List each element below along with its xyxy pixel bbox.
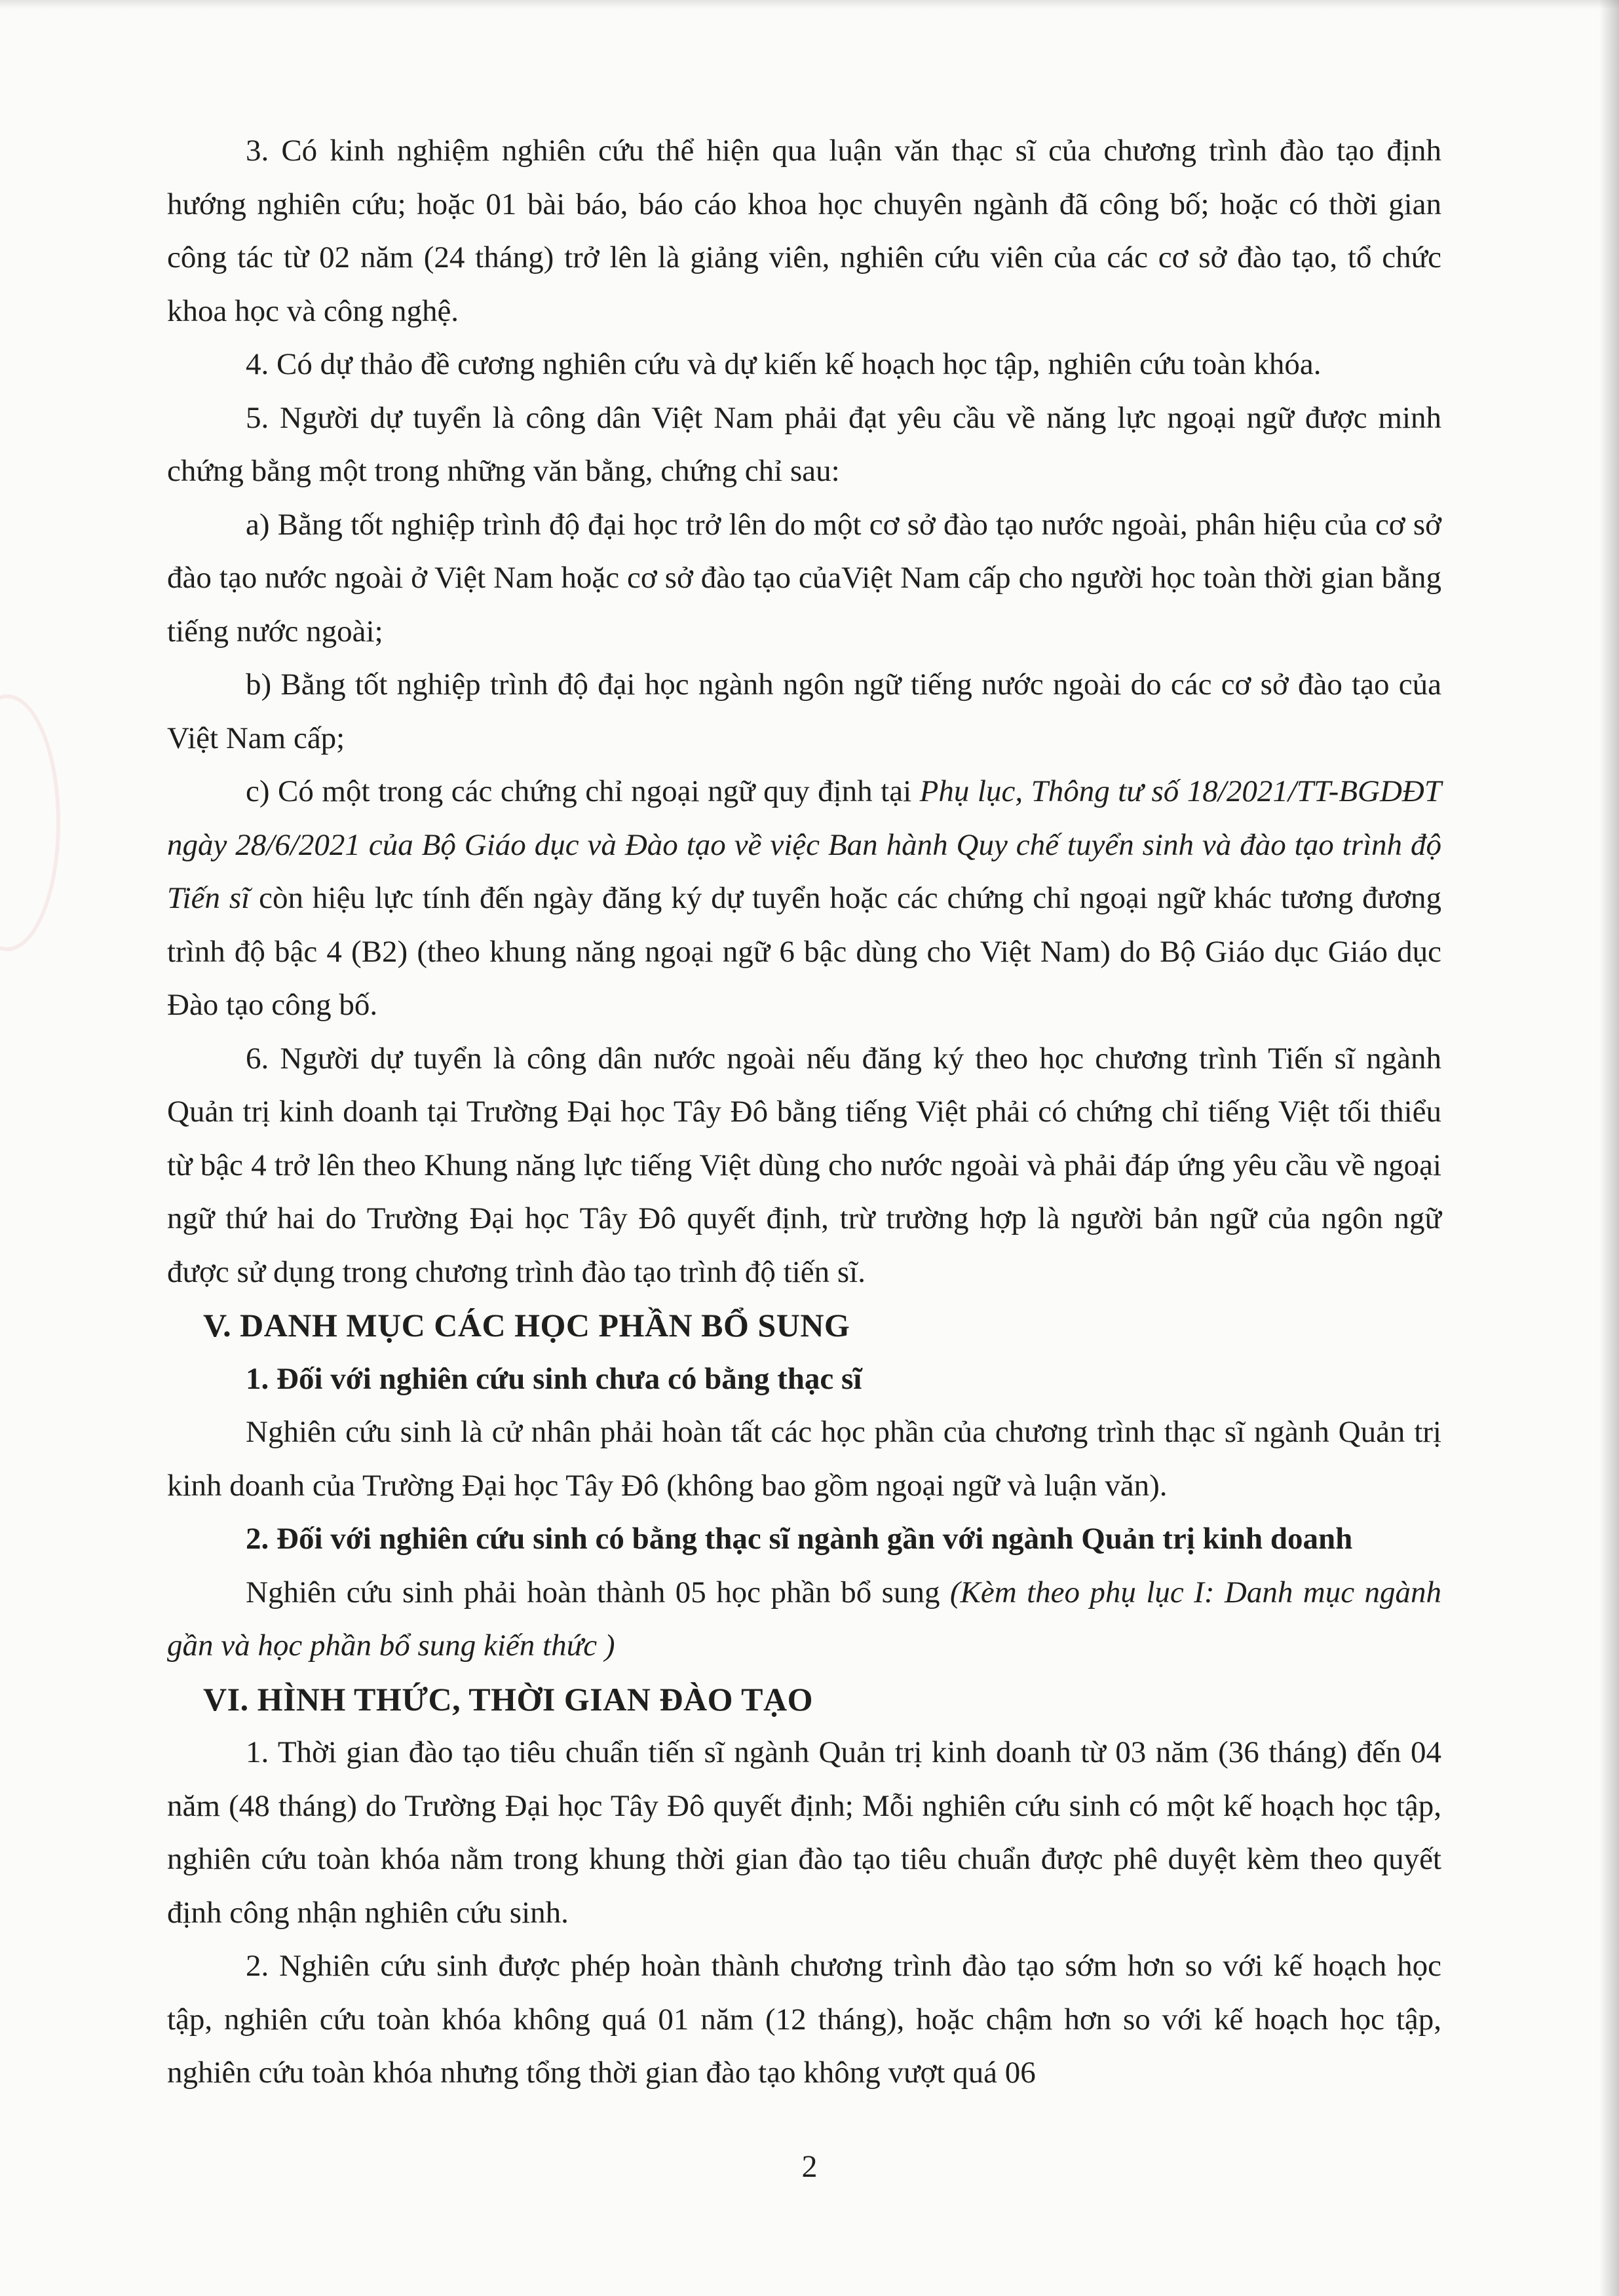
document-body xyxy=(167,124,1441,2100)
paragraph-5c-start: c) Có một trong các chứng chỉ ngoại ngữ quy định tại xyxy=(246,774,920,808)
paragraph-item-3: 3. Có kinh nghiệm nghiên cứu thể hiện qua luận văn thạc sĩ của chương trình đào tạo định hướng nghiên cứu; hoặc 01 bài báo, báo cáo khoa học chuyên ngành đã công bố; hoặc có thời gian công tác từ 02 năm (24 tháng) trở lên là giảng viên, nghiên cứu viên của các cơ sở đào tạo, tổ chức khoa học và công nghệ. xyxy=(167,134,1441,328)
paragraph-v-2-start: Nghiên cứu sinh phải hoàn thành 05 học phần bổ sung xyxy=(246,1575,950,1609)
page-number: 2 xyxy=(801,2149,818,2184)
faded-stamp-mark xyxy=(0,694,60,951)
appendix-reference: (Kèm theo phụ lục I: Danh mục ngành gần và học phần bổ sung kiến thức ) xyxy=(167,1575,1441,1663)
paragraph-5c-end: còn hiệu lực tính đến ngày đăng ký dự tuyển hoặc các chứng chỉ ngoại ngữ khác tương đương trình độ bậc 4 (B2) (theo khung năng ngoại ngữ 6 bậc dùng cho Việt Nam) do Bộ Giáo dục Giáo dục Đào tạo công bố. xyxy=(167,881,1441,1022)
subheading-v-1: 1. Đối với nghiên cứu sinh chưa có bằng thạc sĩ xyxy=(246,1361,862,1396)
paragraph-item-5a: a) Bằng tốt nghiệp trình độ đại học trở lên do một cơ sở đào tạo nước ngoài, phân hiệu của cơ sở đào tạo nước ngoài ở Việt Nam hoặc cơ sở đào tạo củaViệt Nam cấp cho người học toàn thời gian bằng tiếng nước ngoài; xyxy=(167,507,1441,649)
circular-reference: Phụ lục, Thông tư số 18/2021/TT-BGDĐT ngày 28/6/2021 của Bộ Giáo dục và Đào tạo về việc Ban hành Quy chế tuyển sinh và đào tạo trình độ Tiến sĩ xyxy=(167,774,1441,915)
subheading-v-2: 2. Đối với nghiên cứu sinh có bằng thạc sĩ ngành gần với ngành Quản trị kinh doanh xyxy=(246,1522,1353,1556)
paragraph-item-5: 5. Người dự tuyển là công dân Việt Nam phải đạt yêu cầu về năng lực ngoại ngữ được minh chứng bằng một trong những văn bằng, chứng chỉ sau: xyxy=(167,400,1441,488)
section-heading-vi: VI. HÌNH THỨC, THỜI GIAN ĐÀO TẠO xyxy=(203,1680,813,1718)
paragraph-item-5c xyxy=(167,765,1441,1032)
scan-shadow-top xyxy=(0,0,1619,9)
section-heading-v: V. DANH MỤC CÁC HỌC PHẦN BỔ SUNG xyxy=(203,1307,850,1344)
paragraph-item-6: 6. Người dự tuyển là công dân nước ngoài nếu đăng ký theo học chương trình Tiến sĩ ngành Quản trị kinh doanh tại Trường Đại học Tây Đô bằng tiếng Việt phải có chứng chỉ tiếng Việt tối thiểu từ bậc 4 trở lên theo Khung năng lực tiếng Việt dùng cho nước ngoài và phải đáp ứng yêu cầu về ngoại ngữ thứ hai do Trường Đại học Tây Đô quyết định, trừ trường hợp là người bản ngữ của ngôn ngữ được sử dụng trong chương trình đào tạo trình độ tiến sĩ. xyxy=(167,1041,1441,1289)
paragraph-v-2 xyxy=(167,1566,1441,1673)
paragraph-vi-1: 1. Thời gian đào tạo tiêu chuẩn tiến sĩ ngành Quản trị kinh doanh từ 03 năm (36 tháng) đến 04 năm (48 tháng) do Trường Đại học Tây Đô quyết định; Mỗi nghiên cứu sinh có một kế hoạch học tập, nghiên cứu toàn khóa nằm trong khung thời gian đào tạo tiêu chuẩn được phê duyệt kèm theo quyết định công nhận nghiên cứu sinh. xyxy=(167,1735,1441,1930)
paragraph-item-5b: b) Bằng tốt nghiệp trình độ đại học ngành ngôn ngữ tiếng nước ngoài do các cơ sở đào tạo của Việt Nam cấp; xyxy=(167,668,1441,755)
scan-shadow-right xyxy=(1599,0,1619,2296)
paragraph-vi-2: 2. Nghiên cứu sinh được phép hoàn thành chương trình đào tạo sớm hơn so với kế hoạch học tập, nghiên cứu toàn khóa không quá 01 năm (12 tháng), hoặc chậm hơn so với kế hoạch học tập, nghiên cứu toàn khóa nhưng tổng thời gian đào tạo không vượt quá 06 xyxy=(167,1949,1441,2090)
paragraph-v-1: Nghiên cứu sinh là cử nhân phải hoàn tất các học phần của chương trình thạc sĩ ngành Quản trị kinh doanh của Trường Đại học Tây Đô (không bao gồm ngoại ngữ và luận văn). xyxy=(167,1415,1441,1503)
paragraph-item-4: 4. Có dự thảo đề cương nghiên cứu và dự kiến kế hoạch học tập, nghiên cứu toàn khóa. xyxy=(246,347,1322,381)
